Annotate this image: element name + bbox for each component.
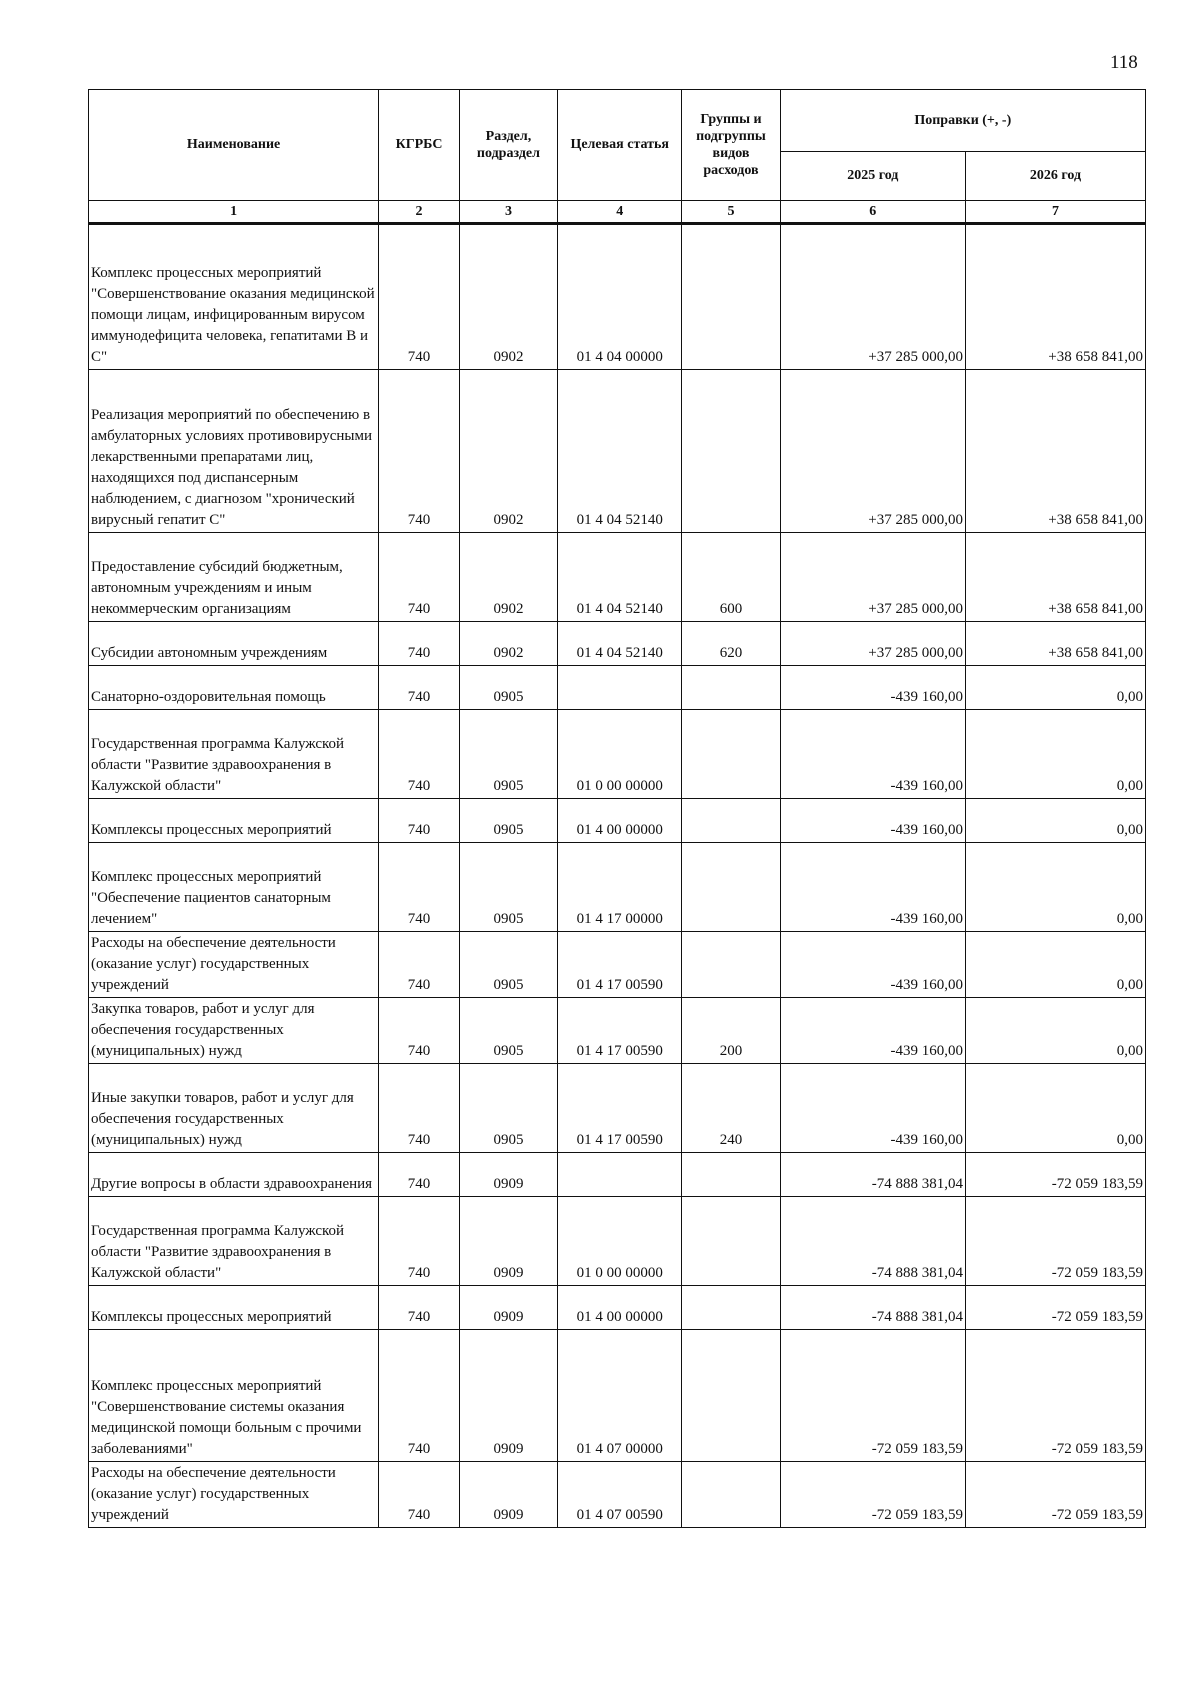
row-amount-2026: -72 059 183,59 (966, 1462, 1146, 1528)
row-kgrbs: 740 (379, 1197, 460, 1286)
row-kgrbs: 740 (379, 224, 460, 370)
column-number: 5 (682, 201, 780, 224)
table-row (89, 224, 1146, 370)
row-target: 01 4 04 52140 (558, 370, 682, 533)
row-target: 01 0 00 00000 (558, 1197, 682, 1286)
row-group: 240 (682, 1064, 780, 1153)
table-row (89, 666, 1146, 710)
row-kgrbs: 740 (379, 799, 460, 843)
row-group (682, 799, 780, 843)
row-section: 0905 (459, 843, 557, 932)
table-row (89, 622, 1146, 666)
table-row (89, 843, 1146, 932)
row-target: 01 4 04 52140 (558, 622, 682, 666)
row-amount-2025: -72 059 183,59 (780, 1462, 965, 1528)
row-target: 01 0 00 00000 (558, 710, 682, 799)
header-groups: Группы и подгруппы видов расходов (682, 90, 780, 201)
row-kgrbs: 740 (379, 370, 460, 533)
table-row (89, 533, 1146, 622)
row-amount-2025: -72 059 183,59 (780, 1330, 965, 1462)
row-amount-2026: 0,00 (966, 710, 1146, 799)
row-group (682, 1197, 780, 1286)
row-section: 0902 (459, 370, 557, 533)
row-target (558, 666, 682, 710)
row-section: 0909 (459, 1330, 557, 1462)
row-kgrbs: 740 (379, 1462, 460, 1528)
row-amount-2026: 0,00 (966, 1064, 1146, 1153)
row-section: 0905 (459, 710, 557, 799)
row-kgrbs: 740 (379, 843, 460, 932)
row-group: 620 (682, 622, 780, 666)
column-number: 6 (780, 201, 965, 224)
row-amount-2026: 0,00 (966, 799, 1146, 843)
row-amount-2026: -72 059 183,59 (966, 1197, 1146, 1286)
row-section: 0905 (459, 1064, 557, 1153)
row-amount-2025: -439 160,00 (780, 1064, 965, 1153)
row-amount-2026: 0,00 (966, 843, 1146, 932)
row-group: 200 (682, 998, 780, 1064)
header-kgrbs: КГРБС (379, 90, 460, 201)
row-amount-2025: +37 285 000,00 (780, 622, 965, 666)
row-amount-2025: -74 888 381,04 (780, 1153, 965, 1197)
row-kgrbs: 740 (379, 1330, 460, 1462)
row-amount-2025: -439 160,00 (780, 843, 965, 932)
row-target: 01 4 04 00000 (558, 224, 682, 370)
row-target: 01 4 17 00590 (558, 932, 682, 998)
row-section: 0909 (459, 1286, 557, 1330)
row-target: 01 4 07 00000 (558, 1330, 682, 1462)
row-target: 01 4 04 52140 (558, 533, 682, 622)
row-name: Санаторно-оздоровительная помощь (89, 666, 379, 710)
row-section: 0905 (459, 932, 557, 998)
row-target (558, 1153, 682, 1197)
row-group (682, 1153, 780, 1197)
table-row (89, 1286, 1146, 1330)
row-amount-2025: +37 285 000,00 (780, 224, 965, 370)
row-name: Расходы на обеспечение деятельности (оказание услуг) государственных учреждений (89, 932, 379, 998)
row-amount-2025: -439 160,00 (780, 666, 965, 710)
row-amount-2026: -72 059 183,59 (966, 1286, 1146, 1330)
row-amount-2025: +37 285 000,00 (780, 370, 965, 533)
table-row (89, 1064, 1146, 1153)
table-row (89, 998, 1146, 1064)
row-amount-2026: +38 658 841,00 (966, 224, 1146, 370)
table-row (89, 1197, 1146, 1286)
table-row (89, 799, 1146, 843)
row-kgrbs: 740 (379, 710, 460, 799)
row-group (682, 932, 780, 998)
row-group (682, 1286, 780, 1330)
row-amount-2025: -439 160,00 (780, 932, 965, 998)
budget-amendments-table (88, 89, 1146, 1528)
row-section: 0905 (459, 799, 557, 843)
row-target: 01 4 00 00000 (558, 1286, 682, 1330)
row-kgrbs: 740 (379, 622, 460, 666)
row-group: 600 (682, 533, 780, 622)
row-name: Реализация мероприятий по обеспечению в амбулаторных условиях противовирусными лекарственными препаратами лиц, находящихся под диспансерным наблюдением, с диагнозом "хронический вирусный гепатит С" (89, 370, 379, 533)
row-section: 0902 (459, 224, 557, 370)
row-group (682, 1330, 780, 1462)
row-section: 0905 (459, 998, 557, 1064)
table-row (89, 1153, 1146, 1197)
row-group (682, 666, 780, 710)
row-amount-2025: -439 160,00 (780, 998, 965, 1064)
row-name: Комплексы процессных мероприятий (89, 1286, 379, 1330)
row-target: 01 4 07 00590 (558, 1462, 682, 1528)
row-section: 0905 (459, 666, 557, 710)
row-name: Расходы на обеспечение деятельности (оказание услуг) государственных учреждений (89, 1462, 379, 1528)
row-group (682, 843, 780, 932)
row-name: Иные закупки товаров, работ и услуг для обеспечения государственных (муниципальных) нужд (89, 1064, 379, 1153)
column-number: 7 (966, 201, 1146, 224)
row-name: Комплекс процессных мероприятий "Совершенствование оказания медицинской помощи лицам, инфицированным вирусом иммунодефицита человека, гепатитами В и С" (89, 224, 379, 370)
table-row (89, 932, 1146, 998)
row-amount-2025: -74 888 381,04 (780, 1197, 965, 1286)
row-kgrbs: 740 (379, 1153, 460, 1197)
row-section: 0909 (459, 1153, 557, 1197)
column-number: 1 (89, 201, 379, 224)
header-year-2026: 2026 год (966, 152, 1146, 201)
column-number: 3 (459, 201, 557, 224)
page-number: 118 (1110, 52, 1138, 73)
row-name: Закупка товаров, работ и услуг для обеспечения государственных (муниципальных) нужд (89, 998, 379, 1064)
row-amount-2025: +37 285 000,00 (780, 533, 965, 622)
row-amount-2026: +38 658 841,00 (966, 622, 1146, 666)
row-name: Государственная программа Калужской области "Развитие здравоохранения в Калужской области" (89, 1197, 379, 1286)
table-row (89, 710, 1146, 799)
row-target: 01 4 17 00590 (558, 998, 682, 1064)
row-name: Комплекс процессных мероприятий "Совершенствование системы оказания медицинской помощи больным с прочими заболеваниями" (89, 1330, 379, 1462)
row-group (682, 370, 780, 533)
row-group (682, 1462, 780, 1528)
header-amendments: Поправки (+, -) (780, 90, 1145, 152)
table-row (89, 370, 1146, 533)
row-group (682, 710, 780, 799)
header-year-2025: 2025 год (780, 152, 965, 201)
row-amount-2025: -439 160,00 (780, 710, 965, 799)
row-name: Комплекс процессных мероприятий "Обеспечение пациентов санаторным лечением" (89, 843, 379, 932)
row-group (682, 224, 780, 370)
row-amount-2025: -439 160,00 (780, 799, 965, 843)
row-name: Предоставление субсидий бюджетным, автономным учреждениям и иным некоммерческим организациям (89, 533, 379, 622)
header-target: Целевая статья (558, 90, 682, 201)
row-amount-2026: 0,00 (966, 998, 1146, 1064)
row-name: Субсидии автономным учреждениям (89, 622, 379, 666)
row-kgrbs: 740 (379, 1286, 460, 1330)
column-number: 2 (379, 201, 460, 224)
row-kgrbs: 740 (379, 932, 460, 998)
row-name: Государственная программа Калужской области "Развитие здравоохранения в Калужской области" (89, 710, 379, 799)
header-section: Раздел, подраздел (459, 90, 557, 201)
header-name: Наименование (89, 90, 379, 201)
row-target: 01 4 00 00000 (558, 799, 682, 843)
row-name: Другие вопросы в области здравоохранения (89, 1153, 379, 1197)
row-section: 0902 (459, 533, 557, 622)
table-row (89, 1330, 1146, 1462)
row-kgrbs: 740 (379, 998, 460, 1064)
row-section: 0909 (459, 1197, 557, 1286)
table-row (89, 1462, 1146, 1528)
row-amount-2026: 0,00 (966, 666, 1146, 710)
row-amount-2026: 0,00 (966, 932, 1146, 998)
row-section: 0902 (459, 622, 557, 666)
row-kgrbs: 740 (379, 533, 460, 622)
row-amount-2026: -72 059 183,59 (966, 1153, 1146, 1197)
row-section: 0909 (459, 1462, 557, 1528)
column-number: 4 (558, 201, 682, 224)
row-target: 01 4 17 00590 (558, 1064, 682, 1153)
row-kgrbs: 740 (379, 1064, 460, 1153)
row-amount-2026: -72 059 183,59 (966, 1330, 1146, 1462)
row-amount-2025: -74 888 381,04 (780, 1286, 965, 1330)
row-kgrbs: 740 (379, 666, 460, 710)
row-amount-2026: +38 658 841,00 (966, 370, 1146, 533)
row-name: Комплексы процессных мероприятий (89, 799, 379, 843)
row-target: 01 4 17 00000 (558, 843, 682, 932)
row-amount-2026: +38 658 841,00 (966, 533, 1146, 622)
